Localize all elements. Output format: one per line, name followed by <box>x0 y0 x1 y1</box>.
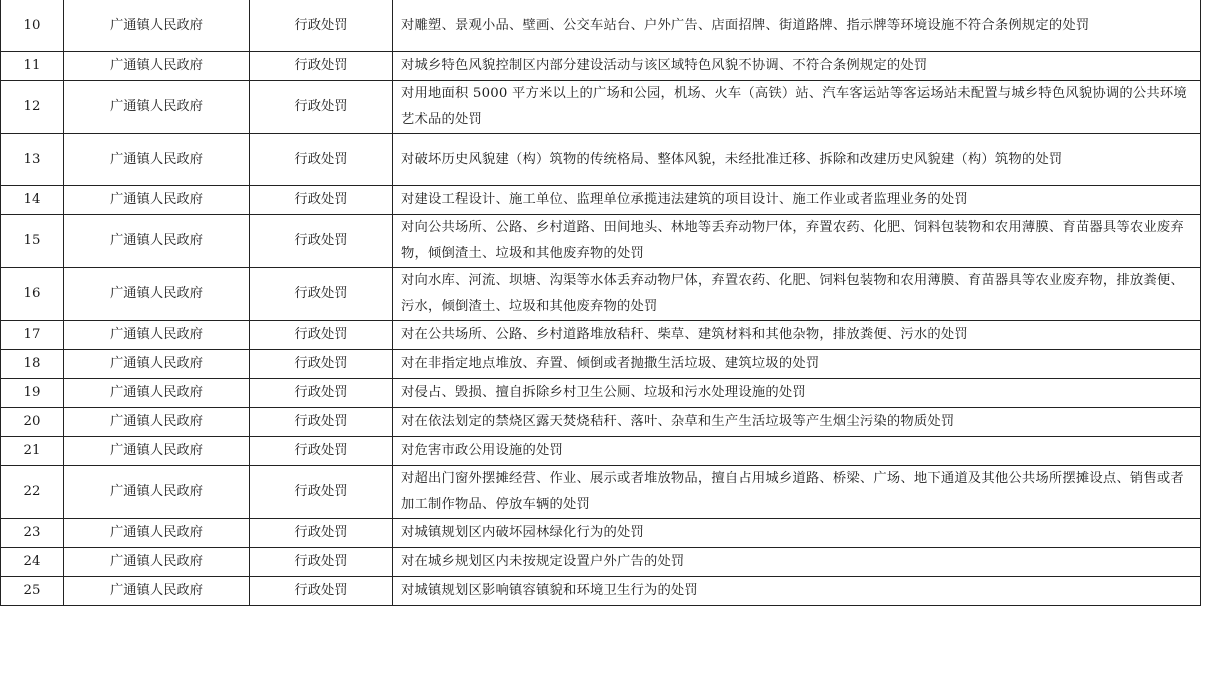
row-organization: 广通镇人民政府 <box>64 408 250 437</box>
row-description: 对在城乡规划区内未按规定设置户外广告的处罚 <box>393 548 1201 577</box>
row-number: 22 <box>1 466 64 519</box>
row-enforcement-type: 行政处罚 <box>250 52 393 81</box>
row-description: 对超出门窗外摆摊经营、作业、展示或者堆放物品，擅自占用城乡道路、桥梁、广场、地下通道及其他公共场所摆摊设点、销售或者加工制作物品、停放车辆的处罚 <box>393 466 1201 519</box>
row-enforcement-type: 行政处罚 <box>250 134 393 186</box>
row-organization: 广通镇人民政府 <box>64 466 250 519</box>
row-organization: 广通镇人民政府 <box>64 577 250 606</box>
row-organization: 广通镇人民政府 <box>64 350 250 379</box>
row-organization: 广通镇人民政府 <box>64 379 250 408</box>
row-organization: 广通镇人民政府 <box>64 52 250 81</box>
row-enforcement-type: 行政处罚 <box>250 321 393 350</box>
row-number: 11 <box>1 52 64 81</box>
row-organization: 广通镇人民政府 <box>64 519 250 548</box>
table-row <box>1 466 1201 519</box>
row-enforcement-type: 行政处罚 <box>250 268 393 321</box>
row-enforcement-type: 行政处罚 <box>250 186 393 215</box>
row-enforcement-type: 行政处罚 <box>250 350 393 379</box>
row-number: 20 <box>1 408 64 437</box>
row-number: 24 <box>1 548 64 577</box>
row-organization: 广通镇人民政府 <box>64 81 250 134</box>
row-organization: 广通镇人民政府 <box>64 268 250 321</box>
row-number: 25 <box>1 577 64 606</box>
table-row <box>1 186 1201 215</box>
row-number: 17 <box>1 321 64 350</box>
row-organization: 广通镇人民政府 <box>64 437 250 466</box>
table-row <box>1 134 1201 186</box>
row-organization: 广通镇人民政府 <box>64 215 250 268</box>
row-organization: 广通镇人民政府 <box>64 548 250 577</box>
table-row <box>1 379 1201 408</box>
row-enforcement-type: 行政处罚 <box>250 379 393 408</box>
table-row <box>1 437 1201 466</box>
row-organization: 广通镇人民政府 <box>64 0 250 52</box>
table-row <box>1 408 1201 437</box>
row-enforcement-type: 行政处罚 <box>250 548 393 577</box>
row-description: 对在依法划定的禁烧区露天焚烧秸秆、落叶、杂草和生产生活垃圾等产生烟尘污染的物质处罚 <box>393 408 1201 437</box>
table-row <box>1 81 1201 134</box>
table-body <box>1 0 1201 606</box>
row-number: 19 <box>1 379 64 408</box>
table-row <box>1 321 1201 350</box>
row-enforcement-type: 行政处罚 <box>250 0 393 52</box>
row-description: 对用地面积 5000 平方米以上的广场和公园，机场、火车（高铁）站、汽车客运站等客运场站未配置与城乡特色风貌协调的公共环境艺术品的处罚 <box>393 81 1201 134</box>
table-row <box>1 577 1201 606</box>
row-description: 对城镇规划区影响镇容镇貌和环境卫生行为的处罚 <box>393 577 1201 606</box>
row-description: 对向水库、河流、坝塘、沟渠等水体丢弃动物尸体，弃置农药、化肥、饲料包装物和农用薄膜、育苗器具等农业废弃物，排放粪便、污水，倾倒渣土、垃圾和其他废弃物的处罚 <box>393 268 1201 321</box>
row-organization: 广通镇人民政府 <box>64 134 250 186</box>
row-number: 13 <box>1 134 64 186</box>
row-number: 15 <box>1 215 64 268</box>
row-enforcement-type: 行政处罚 <box>250 437 393 466</box>
row-description: 对向公共场所、公路、乡村道路、田间地头、林地等丢弃动物尸体，弃置农药、化肥、饲料包装物和农用薄膜、育苗器具等农业废弃物，倾倒渣土、垃圾和其他废弃物的处罚 <box>393 215 1201 268</box>
table-row <box>1 215 1201 268</box>
row-enforcement-type: 行政处罚 <box>250 519 393 548</box>
row-enforcement-type: 行政处罚 <box>250 466 393 519</box>
row-description: 对城镇规划区内破坏园林绿化行为的处罚 <box>393 519 1201 548</box>
table-row <box>1 350 1201 379</box>
row-enforcement-type: 行政处罚 <box>250 81 393 134</box>
row-description: 对在公共场所、公路、乡村道路堆放秸秆、柴草、建筑材料和其他杂物，排放粪便、污水的处罚 <box>393 321 1201 350</box>
table-row <box>1 0 1201 52</box>
row-organization: 广通镇人民政府 <box>64 186 250 215</box>
row-description: 对雕塑、景观小品、壁画、公交车站台、户外广告、店面招牌、街道路牌、指示牌等环境设施不符合条例规定的处罚 <box>393 0 1201 52</box>
row-number: 14 <box>1 186 64 215</box>
row-number: 10 <box>1 0 64 52</box>
row-description: 对破坏历史风貌建（构）筑物的传统格局、整体风貌，未经批准迁移、拆除和改建历史风貌建（构）筑物的处罚 <box>393 134 1201 186</box>
table-row <box>1 52 1201 81</box>
row-description: 对侵占、毁损、擅自拆除乡村卫生公厕、垃圾和污水处理设施的处罚 <box>393 379 1201 408</box>
table-row <box>1 548 1201 577</box>
row-number: 21 <box>1 437 64 466</box>
row-enforcement-type: 行政处罚 <box>250 577 393 606</box>
row-number: 23 <box>1 519 64 548</box>
row-organization: 广通镇人民政府 <box>64 321 250 350</box>
row-description: 对在非指定地点堆放、弃置、倾倒或者抛撒生活垃圾、建筑垃圾的处罚 <box>393 350 1201 379</box>
row-number: 18 <box>1 350 64 379</box>
row-description: 对建设工程设计、施工单位、监理单位承揽违法建筑的项目设计、施工作业或者监理业务的处罚 <box>393 186 1201 215</box>
table-row <box>1 268 1201 321</box>
row-description: 对危害市政公用设施的处罚 <box>393 437 1201 466</box>
row-number: 16 <box>1 268 64 321</box>
row-enforcement-type: 行政处罚 <box>250 408 393 437</box>
table-row <box>1 519 1201 548</box>
row-enforcement-type: 行政处罚 <box>250 215 393 268</box>
row-description: 对城乡特色风貌控制区内部分建设活动与该区域特色风貌不协调、不符合条例规定的处罚 <box>393 52 1201 81</box>
row-number: 12 <box>1 81 64 134</box>
